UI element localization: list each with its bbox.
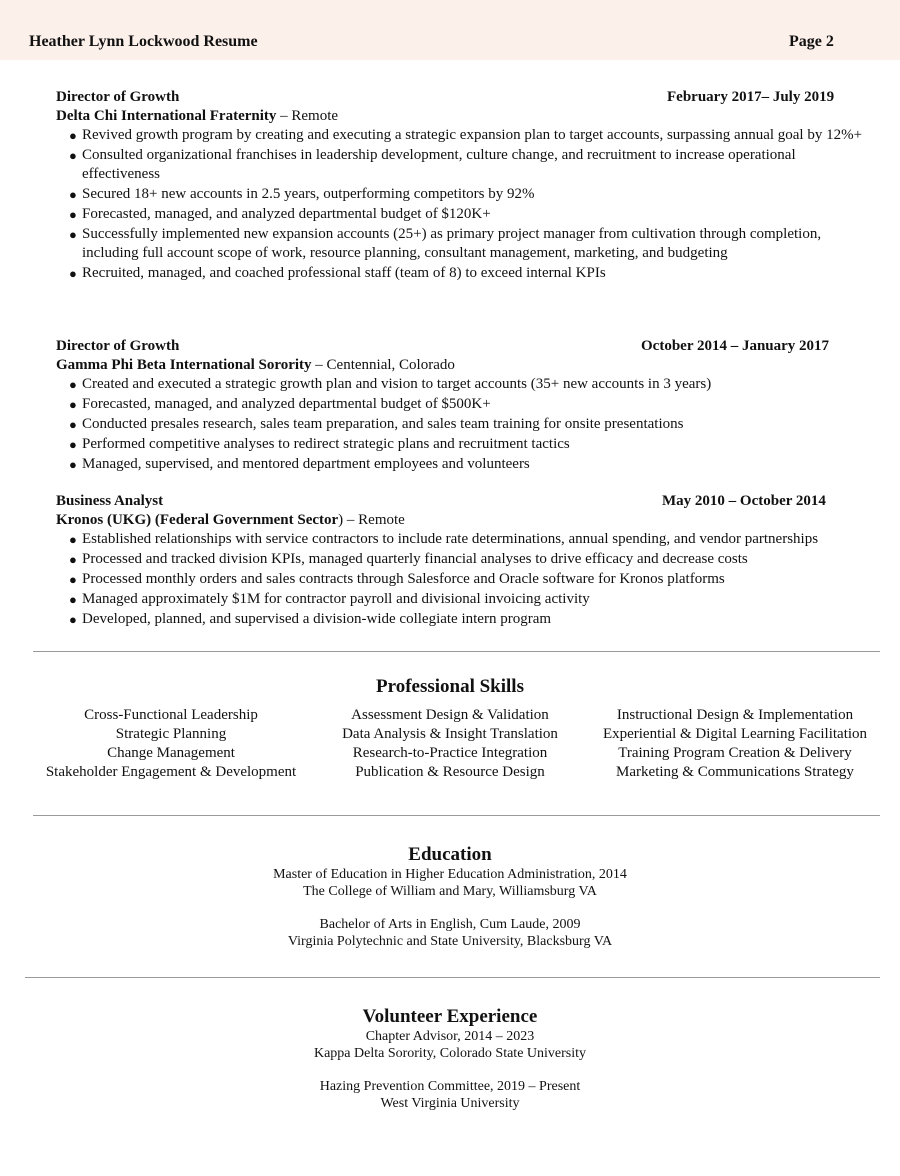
job-title: Director of Growth (56, 89, 180, 105)
skill-item: Assessment Design & Validation (351, 707, 549, 723)
skill-item: Cross-Functional Leadership (84, 707, 258, 723)
section-divider (33, 651, 880, 652)
organization-line: Kappa Delta Sorority, Colorado State University (313, 1046, 587, 1061)
section-divider (25, 977, 880, 978)
bullet-item: ● Established relationships with service contractors to include rate determinations, annual spending, and vendor partnerships (69, 531, 819, 547)
skill-item: Marketing & Communications Strategy (616, 764, 854, 780)
job-bullets (56, 126, 876, 283)
bullet-item: ● Forecasted, managed, and analyzed departmental budget of $500K+ (69, 396, 491, 412)
section-divider (33, 815, 880, 816)
job-title: Business Analyst (56, 493, 164, 509)
bullet-item: ● Processed monthly orders and sales contracts through Salesforce and Oracle software for Kronos platforms (69, 571, 725, 587)
resume-name: Heather Lynn Lockwood Resume (29, 33, 258, 50)
organization-location: – Remote (276, 108, 339, 124)
skill-item: Stakeholder Engagement & Development (45, 764, 297, 780)
education-entry (0, 866, 900, 900)
organization-location: ) – Remote (338, 512, 405, 528)
education-entry (0, 916, 900, 950)
skills-column-2 (320, 706, 580, 782)
skill-item: Strategic Planning (115, 726, 227, 742)
organization-name: Gamma Phi Beta International Sorority (56, 357, 312, 373)
degree-line: Master of Education in Higher Education Administration, 2014 (273, 867, 627, 882)
job-title: Director of Growth (56, 338, 180, 354)
job-entry (56, 337, 876, 475)
volunteer-heading: Volunteer Experience (362, 1006, 538, 1027)
skill-item: Training Program Creation & Delivery (618, 745, 852, 761)
organization-location: – Centennial, Colorado (311, 357, 455, 373)
job-dates: October 2014 – January 2017 (641, 338, 830, 354)
bullet-item: ● Recruited, managed, and coached professional staff (team of 8) to exceed internal KPIs (69, 265, 606, 281)
bullet-item: ● Developed, planned, and supervised a division-wide collegiate intern program (69, 611, 552, 627)
skill-item: Research-to-Practice Integration (352, 745, 548, 761)
degree-line: Bachelor of Arts in English, Cum Laude, 2009 (319, 917, 581, 932)
page-number: Page 2 (789, 33, 834, 50)
job-entry (56, 492, 886, 630)
bullet-item: ● Conducted presales research, sales team preparation, and sales team training for onsite presentations (69, 416, 684, 432)
job-dates: February 2017– July 2019 (667, 89, 835, 105)
volunteer-entry (0, 1028, 900, 1062)
bullet-item: ● Created and executed a strategic growth plan and vision to target accounts (35+ new accounts in 3 years) (69, 376, 712, 392)
job-bullets (56, 375, 876, 474)
page-header (0, 0, 900, 60)
skills-heading: Professional Skills (376, 676, 524, 697)
bullet-item: ● Performed competitive analyses to redirect strategic plans and recruitment tactics (69, 436, 570, 452)
job-entry (56, 88, 876, 284)
organization-name: Delta Chi International Fraternity (56, 108, 277, 124)
bullet-item: ● Successfully implemented new expansion accounts (25+) as primary project manager from cultivation through completion, including full account scope of work, resource planning, consultant management, marketing, and budgeting (69, 226, 822, 261)
bullet-item: ● Processed and tracked division KPIs, managed quarterly financial analyses to drive efficacy and decrease costs (69, 551, 748, 567)
bullet-item: ● Managed approximately $1M for contractor payroll and divisional invoicing activity (69, 591, 590, 607)
education-heading: Education (408, 844, 492, 865)
skill-item: Experiential & Digital Learning Facilitation (602, 726, 868, 742)
bullet-item: ● Secured 18+ new accounts in 2.5 years, outperforming competitors by 92% (69, 186, 535, 202)
organization-name: Kronos (UKG) (Federal Government Sector (56, 512, 339, 528)
skill-item: Data Analysis & Insight Translation (342, 726, 558, 742)
bullet-item: ● Managed, supervised, and mentored department employees and volunteers (69, 456, 530, 472)
skills-column-1 (21, 706, 321, 782)
organization-line: West Virginia University (380, 1096, 520, 1111)
job-organization (56, 356, 876, 375)
bullet-item: ● Forecasted, managed, and analyzed departmental budget of $120K+ (69, 206, 491, 222)
school-line: The College of William and Mary, Williamsburg VA (303, 884, 597, 899)
bullet-item: ● Consulted organizational franchises in leadership development, culture change, and recruitment to increase operational effectiveness (69, 147, 796, 182)
job-bullets (56, 530, 886, 629)
job-organization (56, 511, 886, 530)
skill-item: Instructional Design & Implementation (616, 707, 854, 723)
role-line: Chapter Advisor, 2014 – 2023 (365, 1029, 535, 1044)
volunteer-entry (0, 1078, 900, 1112)
skill-item: Publication & Resource Design (355, 764, 545, 780)
skills-column-3 (590, 706, 880, 782)
bullet-item: ● Revived growth program by creating and executing a strategic expansion plan to target accounts, surpassing annual goal by 12%+ (69, 127, 863, 143)
skill-item: Change Management (107, 745, 235, 761)
school-line: Virginia Polytechnic and State University, Blacksburg VA (287, 934, 613, 949)
job-organization (56, 107, 876, 126)
role-line: Hazing Prevention Committee, 2019 – Present (319, 1079, 581, 1094)
job-dates: May 2010 – October 2014 (662, 493, 826, 509)
